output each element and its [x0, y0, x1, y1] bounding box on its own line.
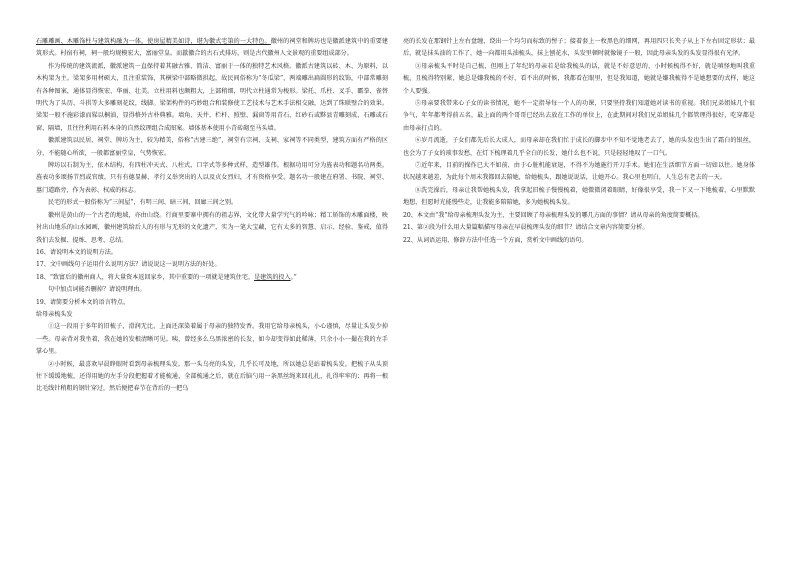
essay-paragraph-5: ⑤母亲要我带来心子女的读书情况，她不一定指导每一个人的功课，只要坚持我们知道她对读书的重视。我们兄弟姐妹几个很争气，年年都考得前五名，最上面的两个哥哥已经出去放在工作的单位上，在此期间对我们兄弟姐妹几个都管理得很好，吃穿都是由母亲打点的。 — [403, 100, 755, 132]
left-column — [36, 36, 388, 556]
underlined-sentence: 石雕雕画、木雕饰柱与建筑构融为一体，使房屋精美如诗，堪为徽式宅第的一大特色。 — [36, 38, 271, 45]
question-18-tail: 。” — [290, 273, 297, 281]
essay-paragraph-1: ①这一段用于多年的旧梳子，滑润无比，上面还深染着属于母亲的独特发香。我用它给母亲梳头，小心谨慎，尽量让头发少掉一些。母亲背对我坐着，我在她的发根清晰可见。咦，曾经多么乌黑浓密的长发，如今却变得如此稀薄，只余小小一撮在我的左手掌心里。 — [36, 323, 388, 356]
paragraph-three-wonders: 徽派建筑以民居、祠堂、牌坊为主，较为精美，俗称“古建三绝”，祠堂有宗祠、支祠、家祠等不同类型，建筑方面有严格的区分，不能随心所欲，一般都富丽堂皇，气势恢宏。 — [36, 137, 388, 157]
paragraph-archway: 牌坊以石制为主，依木结构，有四柱冲天式、八柱式、口字式等多种式样，造型雄伟。根据功用可分为旌表功和题名功两类。旌表功多颂扬节烈或官绩，只有有德显赫、孝行义举突出的人以及贞女烈妇，才有资格享受。题名功一般建在府署、书院、祠堂、墓门道路旁，作为表彰、权威的标志。 — [36, 162, 388, 194]
essay-title: 给母亲梳头发 — [36, 310, 73, 318]
essay-paragraph-8: ⑧洗完澡后，母亲让我帮她梳头发，我拿起旧梳子慢慢梳着，她微微闭着眼睛，好像很享受，我一下又一下地梳着，心里默默地想，但愿时光能慢些走，让我能多陪陪她，多为她梳梳头发。 — [403, 186, 755, 207]
question-17: 17、文中画线句子运用什么说明方法？请说说这一说明方法的好处。 — [36, 261, 221, 269]
question-18 — [36, 272, 388, 284]
essay-paragraph-3: ③母亲梳头平时是自己梳，但刚上了年纪的母亲若是给我梳头的话，就是不好意思的，小时候梳得不好，就是嗔怪地叫我重梳，且梳得特别紧，她总是嫌我梳的不好，看不出的时候，我都看在眼里，但是我知道，她就是嫌我梳得不是她想要的式样，她这个人要强。 — [403, 62, 755, 95]
question-19: 19、请简要分析本文的语言特点。 — [36, 298, 130, 306]
question-16: 16、请说明本文的说明方法。 — [36, 248, 117, 256]
essay-continuation: 亮的长发在那钢针上左右盘缠，绕出一个均匀而标致的髻子；接着套上一枚黑色的细网，再用四只长夹子从上下左右固定形状；最后，就是抹头油的工作了，她一向都用头油梳头，抹上刨花水，头发里顿时就像镜子一般，因此母亲头发的头发显得很有光泽。 — [403, 38, 755, 58]
question-18-underlined: 是建筑的投入 — [254, 273, 291, 281]
paragraph-style: 作为传统的建筑流派，徽派建筑一直保持着其融古雅、简洁、富丽于一体的独特艺术风格。徽派古建筑以砖、木、为原料，以木构架为主。梁架多用材硕大，且注重装饰，其横梁中部略微拱起，故民间俗称为“冬瓜梁”，两端雕出扁圆形的纹饰，中部常雕刻有各种图案，通体显得恢宏、华丽、壮美。立柱用料也颇粗大，上部稍细，明代立柱通常为梭形。梁托、爪柱、叉手、霸拳、雀替明代为了头历、斗拱等大多雕刻花纹，线脚。梁架构件的巧妙组合和装修使工艺技术与艺术手法相交融，达到了珠联璧合的效果。梁架一般不施彩漆而髹以桐油，显得格外古朴典雅。墙角、天井、栏杆、照壁、漏窗等用青石、红砂石或黟县青雕刻成，石雕或石窗、隔墙，且往往利用石料本身的自然纹理组合成图案。墙体基本使用小青砖砌至马头墙。 — [36, 62, 388, 132]
paragraph-residence: 民宅的形式一般俗称为“三间屋”，有明三间、暗三间、回廊三间之别。 — [48, 199, 238, 207]
question-18-sub: 句中加点词能否删掉？请说明理由。 — [48, 286, 146, 294]
essay-paragraph-6: ⑥岁月流逝，子女们都先后长大成人，而母亲却在我们忙于成长的脚步中不知不觉地老去了，她的头发也生出了霜白的银丝，也会为了子女的琐事发愁，在灯下梳理着几乎全白的长发，她什么也不说，只是轻轻地叹了一口气。 — [403, 137, 755, 157]
question-18-text: 18、“致富后的徽州商人，将大量资本返回家乡，其中重要的一项就是建筑住宅， — [36, 273, 255, 281]
essay-paragraph-2: ②小时候，最喜欢早晨睁眼时看到母亲梳理头发。那一头乌亮的头发，几乎长可及地，所以她总是站着梳头发。把梳子从头顶往下缓缓地梳，还得用她的左手分段把握着才能梳通，全部梳通之后，就在后脑勺用一条黑丝绳来回扎扎，扎得牢牢的；再将一根比毛线针稍粗的钢针穿过，然后便把春节在背后的一把乌 — [36, 360, 388, 393]
right-column — [403, 36, 755, 466]
question-22: 22、从词语运用、修辞方法中任选一个方面，赏析文中画线的语句。 — [403, 236, 588, 244]
question-21: 21、第②段为什么用大量篇幅描写母亲在早晨梳理头发的细节？请结合文章内容简要分析。 — [403, 224, 649, 232]
paragraph-text: 徽州的祠堂和牌坊也是徽派建筑中的重要建筑形式。村宿有祠，祠一般均规模宏大，富丽堂皇。而歙徽合的古石式排坊，则是古代徽州人文景观的重要组成部分。 — [36, 38, 388, 58]
paragraph-architecture-intro — [36, 36, 388, 61]
paragraph-heritage: 徽州是黄山的一个古老的地域，亦由山绕。行商里要寨中拥有的祖志界，文化带大量学究气的吟咏；精工矫饰的木雕面楼，映衬出山地乐的山水园画，徽州建筑给后人的有形与无形的文化遗产，实为一笔大宝藏，它有太多的智慧、启示、经验、鉴戒，值得我们去发掘、提炼、思考、总结。 — [36, 211, 388, 244]
essay-paragraph-7: ⑦近年来，目前的操作已大不如前，由于心脏机能衰退，不得不为她施行开刀手术。她们在生活细节方面一切如以往。她身体状况越来越差，为此每个周末我都回去陪她，给她梳头，跟她说说话，让她开心。我心里也明白，人生总有老去的一天。 — [403, 162, 755, 182]
question-20: 20、本文由“我”给母亲梳理头发为主，主要回顾了母亲梳理头发的哪几方面的事情？请从母亲的角度简要概括。 — [403, 211, 704, 219]
